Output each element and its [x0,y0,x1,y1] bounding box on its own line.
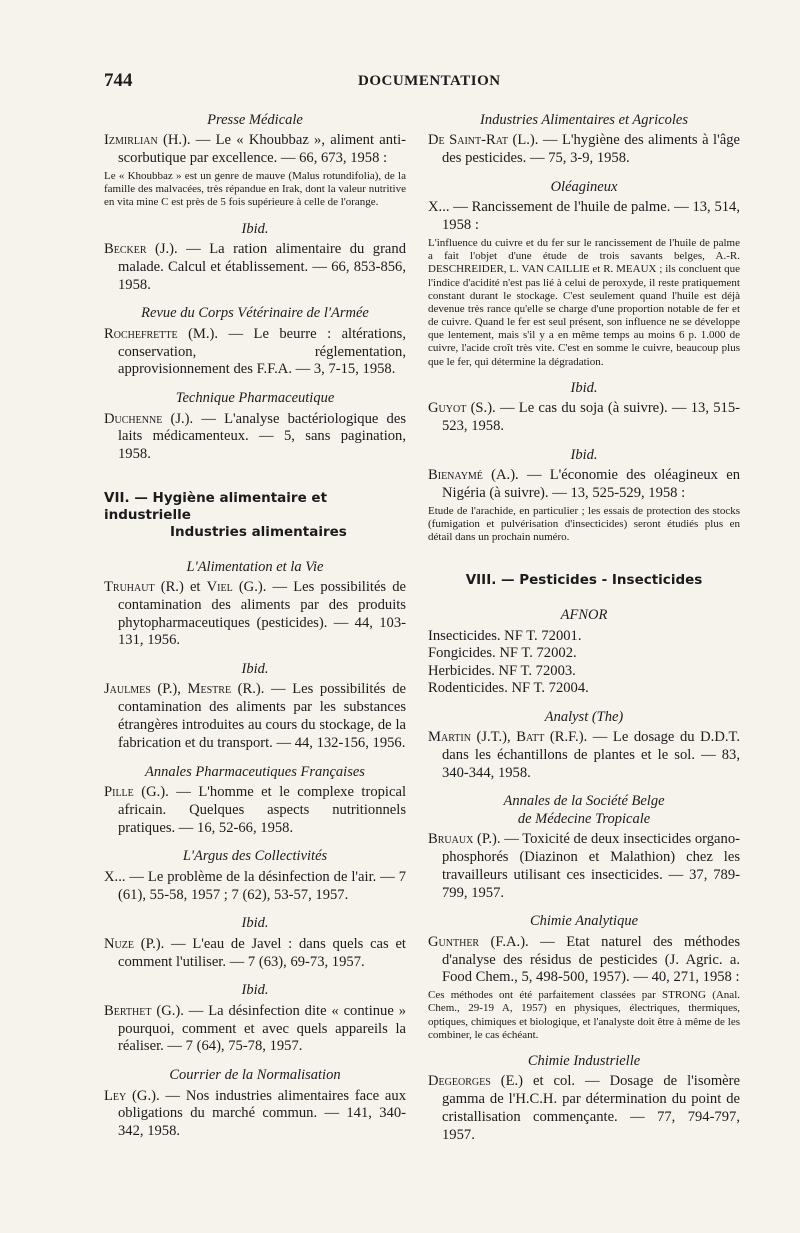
journal-title: Oléagineux [550,178,618,195]
page-number: 744 [104,70,133,91]
bibliography-entry: Degeorges (E.) et col. — Dosage de l'isomère gamma de l'H.C.H. par détermination du point de cristallisation commençante. — 77, 794-797, 1957. [428,1073,740,1143]
section-heading: VII. — Hygiène alimentaire et industrielle Industries alimentaires [104,489,347,540]
right-column [428,112,740,1188]
journal-title: Technique Pharmaceutique [175,390,335,407]
journal-title: Analyst (The) [544,708,624,725]
abstract-note: Le « Khoubbaz » est un genre de mauve (Malus rotundifolia), de la famille des malvacées, très répandue en Irak, dont la valeur nutritive en vita mine C est près de 5 fois supérieure à celle de l'orange. [104,169,406,209]
bibliography-entry: X... — Rancissement de l'huile de palme. — 13, 514, 1958 : [428,199,740,234]
journal-title: L'Argus des Collectivités [182,848,328,865]
journal-title: Ibid. [241,661,269,678]
journal-title: Ibid. [241,915,269,932]
journal-title: Presse Médicale [207,112,303,128]
bibliography-entry: Duchenne (J.). — L'analyse bactériologique des laits médicamenteux. — 5, sans pagination, 1958. [104,410,406,463]
abstract-note: Ces méthodes ont été parfaitement classées par STRONG (Anal. Chem., 29-19 A, 1957) en physiques, électriques, thermiques, optiques, chimiques et biologique, et l'analyste doit être à même de les combiner, le cas échéant. [428,989,740,1041]
bibliography-entry: Martin (J.T.), Batt (R.F.). — Le dosage du D.D.T. dans les échantillons de plantes et le sol. — 83, 340-344, 1958. [428,729,740,781]
bibliography-entry: Truhaut (R.) et Viel (G.). — Les possibilités de contamination des aliments par des produits phytopharmaceutiques (pesticides). — 44, 103-131, 1956. [104,578,406,649]
page-header [104,70,760,96]
abstract-note: L'influence du cuivre et du fer sur le rancissement de l'huile de palme a fait l'objet d'une étude de trois savants belges, A.-R. DESCHREIDER, L. VAN CAILLIE et R. MEAUX ; ils concluent que l'indice d'acidité n'est pas lié à celui de peroxyde, il reste pratiquement constant durant le stockage. C'est seulement quand l'huile est déjà devenue très rance qu'elle se charge d'une proportion notable de fer et de cuivre. Quand le fer est seul présent, son influence ne se développe que lentement, mais s'il y a en même temps au moins 6 p. 1.000 de cuivre, l'acide croît très vite. C'est en somme le cuivre, beaucoup plus que le fer, qui détermine la dégradation. [428,236,740,368]
bibliography-entry: Guyot (S.). — Le cas du soja (à suivre). — 13, 515-523, 1958. [428,400,740,435]
bibliography-entry: Ley (G.). — Nos industries alimentaires face aux obligations du marché commun. — 141, 340-342, 1958. [104,1087,406,1140]
journal-title: Courrier de la Normalisation [169,1067,341,1084]
journal-title: Ibid. [241,220,269,237]
bibliography-entry: X... — Le problème de la désinfection de l'air. — 7 (61), 55-58, 1957 ; 7 (62), 53-57, 1957. [104,868,406,903]
bibliography-entry: Nuze (P.). — L'eau de Javel : dans quels cas et comment l'utiliser. — 7 (63), 69-73, 1957. [104,935,406,970]
journal-title: Revue du Corps Vétérinaire de l'Armée [141,305,369,322]
journal-title: Chimie Industrielle [527,1052,641,1069]
bibliography-entry: Gunther (F.A.). — Etat naturel des méthodes d'analyse des résidus de pesticides (J. Agric. a. Food Chem., 5, 498-500, 1957). — 40, 271, 1958 : [428,933,740,986]
bibliography-entry: Bienaymé (A.). — L'économie des oléagineux en Nigéria (à suivre). — 13, 525-529, 1958 : [428,467,740,502]
left-column [104,112,406,1188]
bibliography-entry: Jaulmes (P.), Mestre (R.). — Les possibilités de contamination des aliments par les substances étrangères introduites au cours du stockage, de la fabrication et du transport. — 44, 132-156, 1956. [104,681,406,751]
standard-item: Insecticides. NF T. 72001. [428,627,582,644]
journal-title: AFNOR [560,607,608,624]
journal-title: Chimie Analytique [529,913,639,930]
running-title: DOCUMENTATION [358,73,501,89]
standard-item: Fongicides. NF T. 72002. [428,645,577,662]
bibliography-entry: Pille (G.). — L'homme et le complexe tropical africain. Quelques aspects nutritionnels pratiques. — 16, 52-66, 1958. [104,784,406,836]
abstract-note: Etude de l'arachide, en particulier ; les essais de protection des stocks (fumigation et pulvérisation d'insecticides) seront étudiés plus en détail dans un prochain numéro. [428,504,740,544]
journal-title: Industries Alimentaires et Agricoles [480,112,688,128]
journal-title: Ibid. [241,982,269,999]
bibliography-entry: Rochefrette (M.). — Le beurre : altérations, conservation, réglementation, approvisionnement des F.F.A. — 3, 7-15, 1958. [104,325,406,378]
bibliography-entry: Bruaux (P.). — Toxicité de deux insecticides organo-phosphorés (Diazinon et Malathion) chez les travailleurs utilisant ces insecticides. — 37, 789-799, 1957. [428,831,740,901]
journal-title: Annales Pharmaceutiques Françaises [145,763,365,780]
bibliography-entry: Becker (J.). — La ration alimentaire du grand malade. Calcul et établissement. — 66, 853-856, 1958. [104,240,406,293]
journal-title: Annales de la Société Belge de Médecine Tropicale [503,793,665,827]
bibliography-entry: De Saint-Rat (L.). — L'hygiène des aliments à l'âge des pesticides. — 75, 3-9, 1958. [428,132,740,167]
bibliography-entry: Berthet (G.). — La désinfection dite « continue » pourquoi, comment et avec quels appareils la réaliser. — 7 (64), 75-78, 1957. [104,1002,406,1055]
standard-item: Rodenticides. NF T. 72004. [428,680,589,697]
standard-item: Herbicides. NF T. 72003. [428,662,576,679]
journal-title: Ibid. [570,446,598,463]
section-heading: VIII. — Pesticides - Insecticides [465,572,703,589]
journal-title: L'Alimentation et la Vie [186,558,324,575]
bibliography-entry: Izmirlian (H.). — Le « Khoubbaz », aliment anti-scorbutique par excellence. — 66, 673, 1958 : [104,132,406,167]
journal-title: Ibid. [570,379,598,396]
